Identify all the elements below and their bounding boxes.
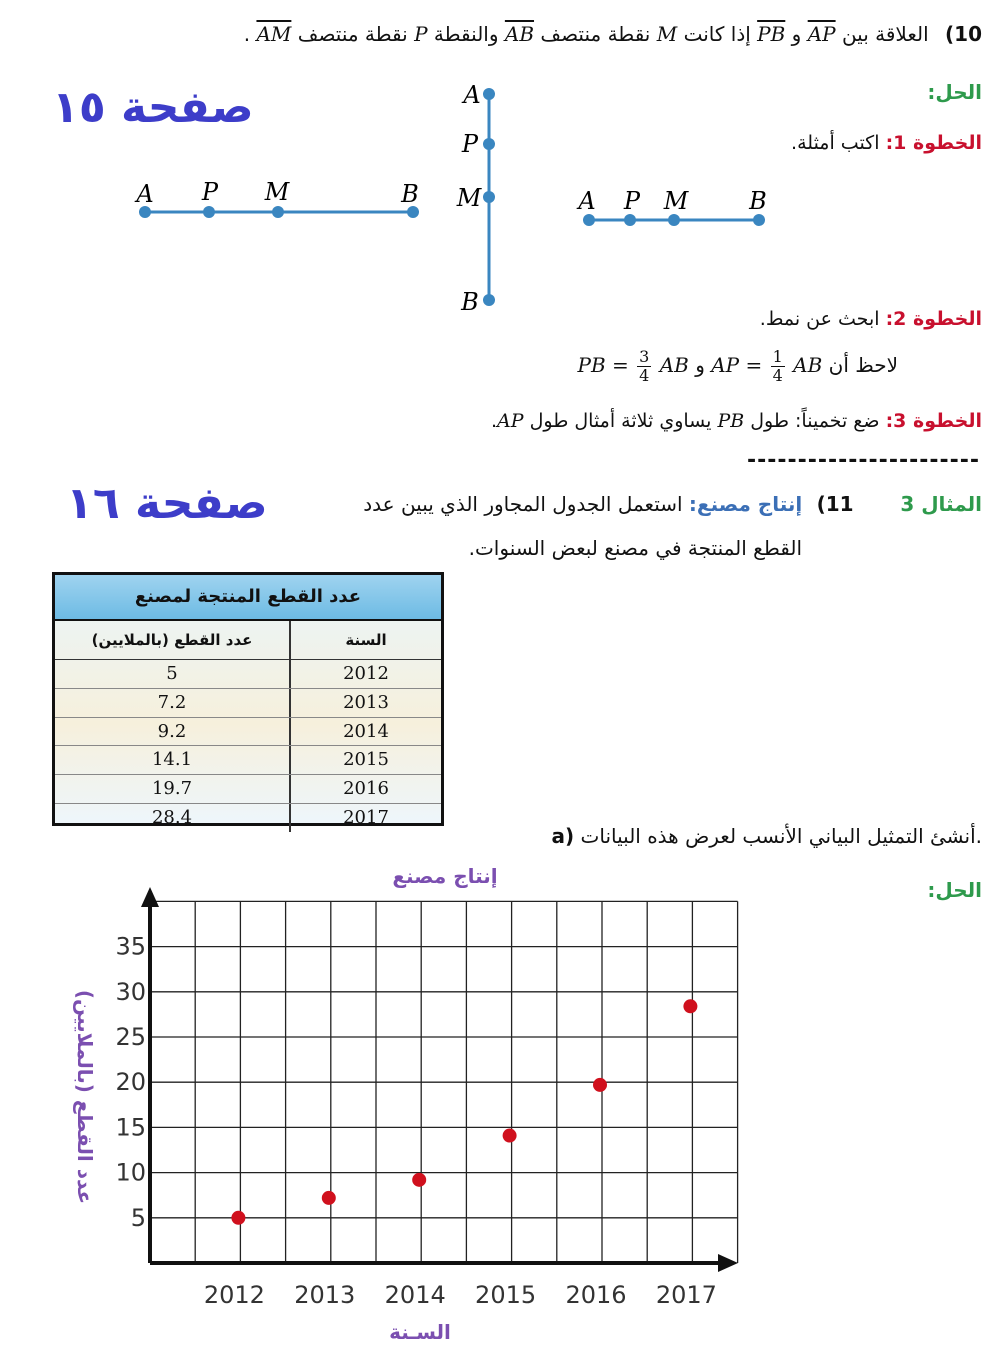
segment-diagram-vertical [456,81,495,316]
y-tick-label: 20 [115,1068,146,1097]
step-2: الخطوة 2: ابحث عن نمط. [759,308,982,330]
question-number: 10) [945,22,982,46]
label-b: B [461,288,479,316]
chart-title: إنتاج مصنع [392,864,498,888]
data-points [231,999,697,1225]
table-row: 5 2012 [55,660,441,689]
y-tick-label: 25 [115,1023,146,1051]
data-point [412,1173,426,1187]
segment-diagrams [120,70,800,320]
page-label-16: صفحة ١٦ [66,478,268,529]
table-header [55,621,441,660]
label-a: A [463,81,481,109]
x-tick-labels [204,1281,717,1309]
point-p [483,138,495,150]
notice-equation: لاحظ أن AP = $\frac{1}{4}$ AB و PB = $\frac{3}{4}$ AB [577,347,898,385]
table-row: 7.2 2013 [55,689,441,718]
separator-dashes: ----------------------- [746,448,980,473]
point-m [483,191,495,203]
y-tick-label: 30 [115,977,146,1006]
example-3-line-2: القطع المنتجة في مصنع لبعض السنوات. [468,536,802,560]
point-p [203,206,215,218]
data-point [593,1078,607,1092]
data-point [683,999,697,1013]
solution-label-2: الحل: [927,878,982,902]
data-point [231,1211,245,1225]
point-b [483,294,495,306]
x-axis-arrow-icon [718,1254,738,1272]
x-tick-label: 2017 [655,1281,717,1309]
label-p: P [461,130,479,158]
example-3-line: المثال 3 11) إنتاج مصنع: استعمل الجدول المجاور الذي يبين عدد [363,492,982,516]
point-a [483,88,495,100]
y-axis-label: عدد القطع (بالملايين) [73,989,97,1205]
x-tick-label: 2016 [565,1281,627,1309]
question-10: 10) العلاقة بين AP و PB إذا كانت M نقطة منتصف AB والنقطة P نقطة منتصف AM . [243,22,982,46]
label-p: P [623,187,641,215]
data-point [322,1191,336,1205]
column-header-year: السنة [345,631,387,649]
label-a: A [578,187,596,215]
x-axis-label: السـنة [389,1320,451,1344]
y-tick-label: 35 [115,932,146,961]
segment-ab: AB [504,22,535,46]
table-title: عدد القطع المنتجة لمصنع [55,575,441,621]
segment-am: AM [256,22,292,46]
part-a: a) أنشئ التمثيل البياني الأنسب لعرض هذه البيانات. [551,824,982,848]
segment-ap: AP [807,22,836,46]
example-topic: إنتاج مصنع: [688,492,803,516]
label-p: P [201,178,219,206]
label-b: B [749,187,767,215]
label-b: B [401,180,419,208]
y-axis-arrow-icon [141,887,159,907]
step-3: الخطوة 3: ضع تخميناً: طول PB يساوي ثلاثة أمثال طول AP. [490,410,982,432]
chart-grid [150,901,738,1263]
page-label-15: صفحة ١٥ [52,82,254,133]
x-tick-label: 2014 [384,1281,446,1309]
table-row: 19.7 2016 [55,775,441,804]
data-table [52,572,444,826]
point-p [624,214,636,226]
label-m: M [663,187,689,215]
data-point [503,1129,517,1143]
scatter-chart [40,855,780,1355]
label-m: M [264,178,290,206]
y-tick-labels [115,933,146,1232]
point-a [583,214,595,226]
point-m [668,214,680,226]
segment-diagram-horizontal-2 [576,187,766,226]
table-row: 14.1 2015 [55,746,441,775]
x-tick-label: 2012 [203,1281,265,1309]
column-header-count: عدد القطع (بالملايين) [55,621,291,659]
y-tick-label: 15 [115,1113,146,1142]
step-1: الخطوة 1: اكتب أمثلة. [791,132,982,154]
example-label: المثال 3 [900,492,982,516]
question-number: 11) [816,492,854,516]
x-tick-label: 2013 [294,1281,356,1309]
solution-label: الحل: [927,80,982,104]
label-a: A [136,180,154,208]
y-tick-label: 10 [115,1158,146,1187]
label-m: M [456,184,482,212]
segment-pb: PB [757,22,786,46]
segment-diagram-horizontal-1 [134,178,419,218]
y-tick-label: 5 [130,1203,146,1232]
point-m [272,206,284,218]
x-tick-label: 2015 [475,1281,537,1309]
chart-axes [141,887,738,1272]
table-row: 28.4 2017 [55,804,441,832]
table-row: 9.2 2014 [55,718,441,747]
point-b [753,214,765,226]
